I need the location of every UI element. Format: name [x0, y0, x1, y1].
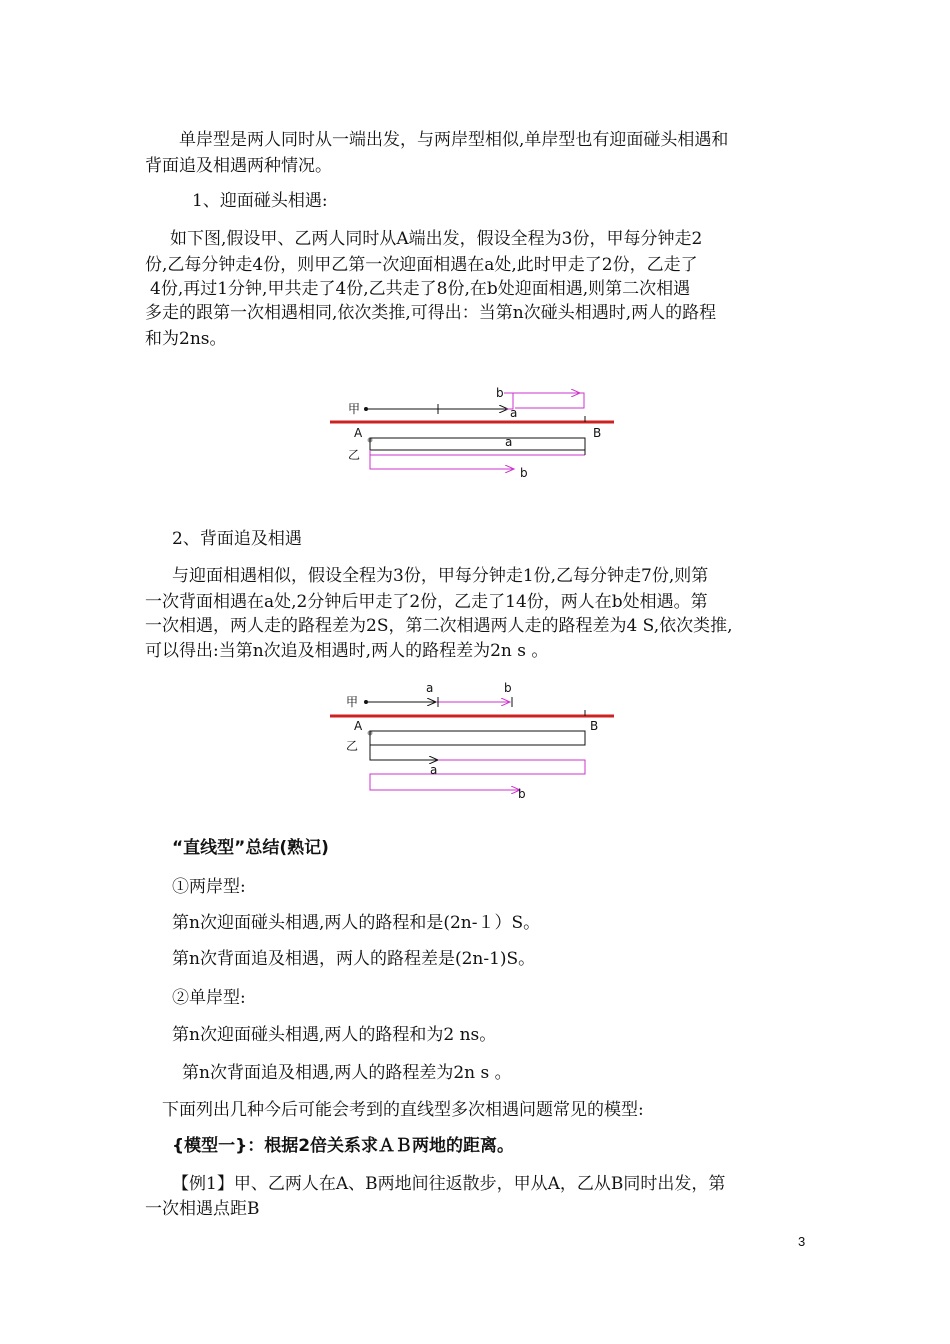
para3-line1: 与迎面相遇相似，假设全程为3份，甲每分钟走1份,乙每分钟走7份,则第 [172, 566, 709, 586]
label-b-top: b [496, 386, 504, 400]
summary-one-bank-chase: 第n次背面追及相遇,两人的路程差为2n s 。 [182, 1063, 512, 1083]
para1-line2: 背面追及相遇两种情况。 [145, 156, 332, 176]
heading-chase: 2、背面追及相遇 [172, 529, 302, 549]
para2-line4: 多走的跟第一次相遇相同,依次类推,可得出：当第n次碰头相遇时,两人的路程 [145, 303, 717, 323]
label-a-top: a [510, 406, 518, 420]
label-b-top-2: b [504, 681, 512, 695]
para3-line2: 一次背面相遇在a处,2分钟后甲走了2份，乙走了14份，两人在b处相遇。第 [145, 592, 708, 612]
label-yi: 乙 [348, 448, 361, 462]
summary-one-bank: ②单岸型: [172, 988, 246, 1008]
para2-line2: 份,乙每分钟走4份，则甲乙第一次迎面相遇在a处,此时甲走了2份，乙走了 [145, 255, 698, 275]
para2-line5: 和为2ns。 [145, 329, 227, 349]
label-b-bottom: b [520, 466, 528, 480]
heading-face-to-face: 1、迎面碰头相遇: [192, 191, 328, 211]
para3-line4: 可以得出:当第n次追及相遇时,两人的路程差为2n s 。 [145, 641, 549, 661]
para2-line1: 如下图,假设甲、乙两人同时从A端出发，假设全程为3份，甲每分钟走2 [170, 229, 703, 249]
label-a-bottom: a [505, 435, 513, 449]
label-b-bottom-2: b [518, 787, 526, 801]
label-jia-2: 甲 [346, 695, 359, 709]
summary-one-bank-meet: 第n次迎面碰头相遇,两人的路程和为2 ns。 [172, 1025, 497, 1045]
summary-two-bank-meet: 第n次迎面碰头相遇,两人的路程和是(2n-１）S。 [172, 913, 541, 933]
summary-title: “直线型”总结(熟记) [172, 838, 329, 858]
diagram-face-to-face [330, 375, 630, 485]
label-B: B [593, 426, 602, 440]
summary-two-bank: ①两岸型: [172, 877, 246, 897]
label-B-2: B [590, 719, 599, 733]
label-yi-2: 乙 [346, 739, 359, 753]
para1-line1: 单岸型是两人同时从一端出发，与两岸型相似,单岸型也有迎面碰头相遇和 [179, 130, 729, 150]
models-intro: 下面列出几种今后可能会考到的直线型多次相遇问题常见的模型: [162, 1100, 644, 1120]
para2-line3: 4份,再过1分钟,甲共走了4份,乙共走了8份,在b处迎面相遇,则第二次相遇 [150, 279, 691, 299]
label-A: A [354, 426, 363, 440]
label-A-2: A [354, 719, 363, 733]
summary-two-bank-chase: 第n次背面追及相遇，两人的路程差是(2n-1)S。 [172, 949, 536, 969]
model1-title: {模型一}：根据2倍关系求ＡＢ两地的距离。 [172, 1136, 515, 1156]
label-jia: 甲 [348, 402, 361, 416]
example1-line2: 一次相遇点距B [145, 1199, 260, 1219]
label-a-top-2: a [426, 681, 434, 695]
label-a-bottom-2: a [430, 763, 438, 777]
page-number: 3 [798, 1234, 806, 1249]
example1-line1: 【例1】甲、乙两人在A、B两地间往返散步，甲从A，乙从B同时出发，第 [172, 1174, 726, 1194]
diagram-chase [330, 680, 630, 805]
para3-line3: 一次相遇，两人走的路程差为2S，第二次相遇两人走的路程差为4 S,依次类推, [145, 616, 733, 636]
